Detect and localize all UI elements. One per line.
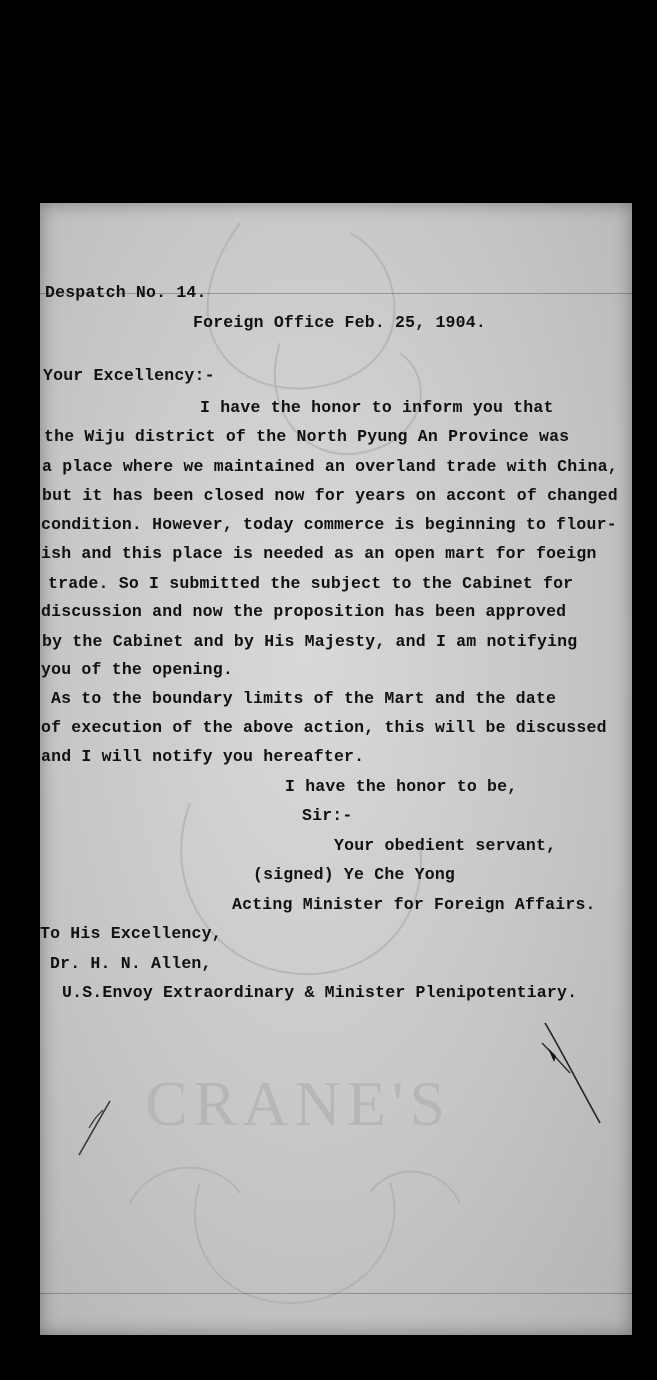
- body-line: discussion and now the proposition has been approved: [41, 602, 567, 621]
- signature-line: (signed) Ye Che Yong: [253, 865, 456, 884]
- closing-servant: Your obedient servant,: [334, 836, 557, 855]
- body-line: a place where we maintained an overland trade with China,: [42, 457, 618, 476]
- body-line: but it has been closed now for years on accont of changed: [42, 486, 618, 505]
- body-line: As to the boundary limits of the Mart and the date: [51, 689, 557, 708]
- body-line: and I will notify you hereafter.: [41, 747, 365, 766]
- despatch-number: Despatch No. 14.: [45, 283, 207, 302]
- body-line: you of the opening.: [41, 660, 233, 679]
- body-line: trade. So I submitted the subject to the Cabinet for: [48, 574, 574, 593]
- closing-honor: I have the honor to be,: [285, 777, 518, 796]
- body-line: condition. However, today commerce is beginning to flour-: [41, 515, 617, 534]
- body-line: the Wiju district of the North Pyung An Province was: [44, 427, 570, 446]
- fold-line: [40, 1293, 632, 1294]
- closing-sir: Sir:-: [302, 806, 353, 825]
- watermark-text: CRANE'S: [145, 1068, 452, 1139]
- body-line: of execution of the above action, this will be discussed: [41, 718, 607, 737]
- body-line: by the Cabinet and by His Majesty, and I am notifying: [42, 632, 578, 651]
- origin-date: Foreign Office Feb. 25, 1904.: [193, 313, 486, 332]
- pen-mark-left: [75, 1098, 115, 1158]
- addressee-title: U.S.Envoy Extraordinary & Minister Plenipotentiary.: [62, 983, 578, 1002]
- body-line: I have the honor to inform you that: [200, 398, 554, 417]
- signatory-title: Acting Minister for Foreign Affairs.: [232, 895, 596, 914]
- pen-mark-right: [540, 1018, 610, 1128]
- addressee-line: To His Excellency,: [40, 924, 222, 943]
- body-line: ish and this place is needed as an open mart for foeign: [41, 544, 597, 563]
- salutation: Your Excellency:-: [43, 366, 215, 385]
- letter-page: [40, 203, 632, 1335]
- addressee-name: Dr. H. N. Allen,: [50, 954, 212, 973]
